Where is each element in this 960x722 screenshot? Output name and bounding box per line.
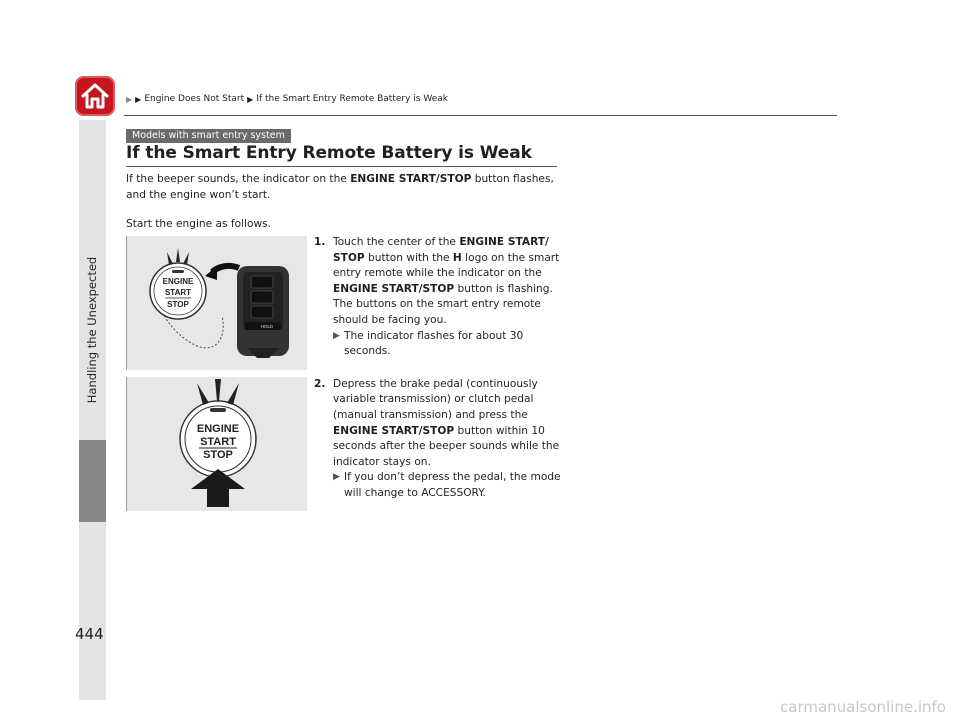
breadcrumb-item-engine-does-not-start[interactable]: Engine Does Not Start bbox=[144, 94, 245, 104]
step-2-note: ▶ If you don’t depress the pedal, the mode will change to ACCESSORY. bbox=[333, 471, 561, 499]
page-number: 444 bbox=[75, 625, 104, 643]
watermark: carmanualsonline.info bbox=[780, 698, 946, 716]
breadcrumb-item-current: If the Smart Entry Remote Battery is Weak bbox=[256, 94, 448, 104]
note-arrow-icon: ▶ bbox=[333, 472, 340, 483]
step-2: 2. Depress the brake pedal (continuously variable transmission) or clutch pedal (manual transmission) and press the ENGINE START/STOP button within 10 seconds after the beeper sounds while the indicator stays on. ▶ If you don’t depress the pedal, the mode will change to ACCESSORY. bbox=[314, 377, 564, 502]
step-1-note: ▶ The indicator flashes for about 30 seconds. bbox=[333, 329, 524, 358]
chapter-label: Handling the Unexpected bbox=[85, 256, 99, 404]
home-icon bbox=[79, 80, 111, 112]
chapter-tab-active[interactable] bbox=[79, 440, 106, 522]
remote-hold-label: HOLD bbox=[260, 324, 274, 329]
intro-instruction: Start the engine as follows. bbox=[126, 218, 272, 230]
breadcrumb-arrow-icon: ▶ bbox=[247, 94, 254, 104]
breadcrumb-arrow-icon: ▶ bbox=[126, 94, 133, 104]
chapter-tab-bar bbox=[79, 120, 106, 700]
button-label-stop: STOP bbox=[167, 300, 189, 309]
figure-remote-touch bbox=[126, 236, 307, 370]
title-divider bbox=[126, 166, 557, 167]
model-tag: Models with smart entry system bbox=[126, 129, 291, 143]
button-label-start: START bbox=[164, 288, 192, 297]
button-label-engine: ENGINE bbox=[162, 277, 194, 286]
button-label-start-large: START bbox=[200, 436, 236, 448]
step-list bbox=[314, 235, 564, 502]
intro-paragraph: If the beeper sounds, the indicator on the ENGINE START/STOP button flashes, and the engine won’t start. bbox=[126, 173, 554, 201]
note-arrow-icon: ▶ bbox=[333, 330, 340, 341]
figure-press-button bbox=[126, 377, 307, 511]
breadcrumb bbox=[126, 94, 448, 104]
breadcrumb-arrow-icon: ▶ bbox=[135, 94, 142, 104]
button-label-engine-large: ENGINE bbox=[196, 423, 240, 435]
header-divider bbox=[124, 115, 837, 116]
page-title: If the Smart Entry Remote Battery is Weak bbox=[126, 143, 532, 163]
button-label-stop-large: STOP bbox=[203, 449, 233, 461]
home-button[interactable] bbox=[75, 76, 115, 116]
step-1: 1. Touch the center of the ENGINE START/ STOP button with the H logo on the smart entry remote while the indicator on the ENGINE START/STOP button is flashing. The buttons on the smart entry remote should be facing you. ▶ The indicator flashes for about 30 seconds. bbox=[314, 235, 564, 360]
